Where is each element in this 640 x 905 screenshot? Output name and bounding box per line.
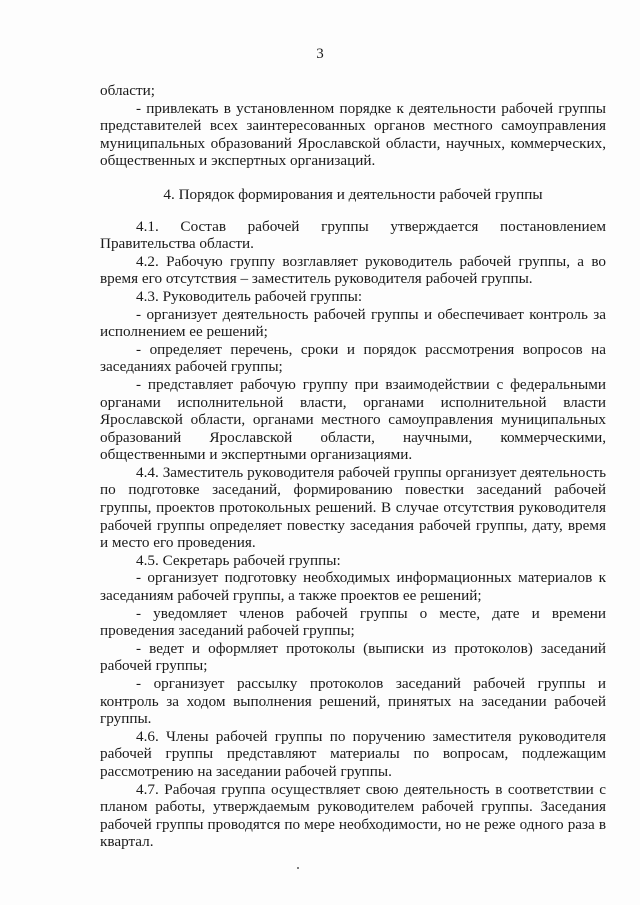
- paragraph-4-4: 4.4. Заместитель руководителя рабочей группы организует деятельность по подготовке заседаний, формированию повестки заседаний рабочей группы, проектов протокольных решений. В случае отсутствия руководителя рабочей группы определяет повестку заседания рабочей группы, дату, время и место его проведения.: [100, 463, 606, 552]
- list-item: - ведет и оформляет протоколы (выписки из протоколов) заседаний рабочей группы;: [100, 639, 606, 675]
- paragraph-4-6: 4.6. Члены рабочей группы по поручению заместителя руководителя рабочей группы представляют материалы по вопросам, подлежащим рассмотрению на заседании рабочей группы.: [100, 727, 606, 780]
- paragraph-4-1: 4.1. Состав рабочей группы утверждается постановлением Правительства области.: [100, 217, 606, 253]
- list-item: - представляет рабочую группу при взаимодействии с федеральными органами исполнительной власти, органами исполнительной власти Ярославской области, органами местного самоуправления муниципальных образований Ярославской области, научными, коммерческими, общественными и экспертными организациями.: [100, 375, 606, 464]
- list-item: - определяет перечень, сроки и порядок рассмотрения вопросов на заседаниях рабочей группы;: [100, 340, 606, 376]
- scan-speck: [297, 867, 299, 869]
- paragraph-4-2: 4.2. Рабочую группу возглавляет руководитель рабочей группы, а во время его отсутствия – заместитель руководителя рабочей группы.: [100, 252, 606, 288]
- document-body: [100, 82, 606, 851]
- paragraph-4-3: 4.3. Руководитель рабочей группы:: [136, 287, 363, 305]
- list-item: - организует подготовку необходимых информационных материалов к заседаниям рабочей группы, а также проектов ее решений;: [100, 569, 606, 605]
- intro-line-2: - привлекать в установленном порядке к деятельности рабочей группы представителей всех заинтересованных органов местного самоуправления муниципальных образований Ярославской области, научных, коммерческих, общественных и экспертных организаций.: [100, 99, 606, 170]
- intro-line-1: области;: [100, 82, 155, 99]
- list-item: - организует деятельность рабочей группы и обеспечивает контроль за исполнением ее решений;: [100, 305, 606, 341]
- section-heading: 4. Порядок формирования и деятельности рабочей группы: [163, 185, 543, 203]
- paragraph-4-5: 4.5. Секретарь рабочей группы:: [136, 551, 341, 569]
- list-item: - организует рассылку протоколов заседаний рабочей группы и контроль за ходом выполнения решений, принятых на заседании рабочей группы.: [100, 675, 606, 728]
- list-item: - уведомляет членов рабочей группы о месте, дате и времени проведения заседаний рабочей группы;: [100, 604, 606, 640]
- paragraph-4-7: 4.7. Рабочая группа осуществляет свою деятельность в соответствии с планом работы, утверждаемым руководителем рабочей группы. Заседания рабочей группы проводятся по мере необходимости, но не реже одного раза в квартал.: [100, 780, 606, 851]
- page-number: 3: [316, 46, 324, 62]
